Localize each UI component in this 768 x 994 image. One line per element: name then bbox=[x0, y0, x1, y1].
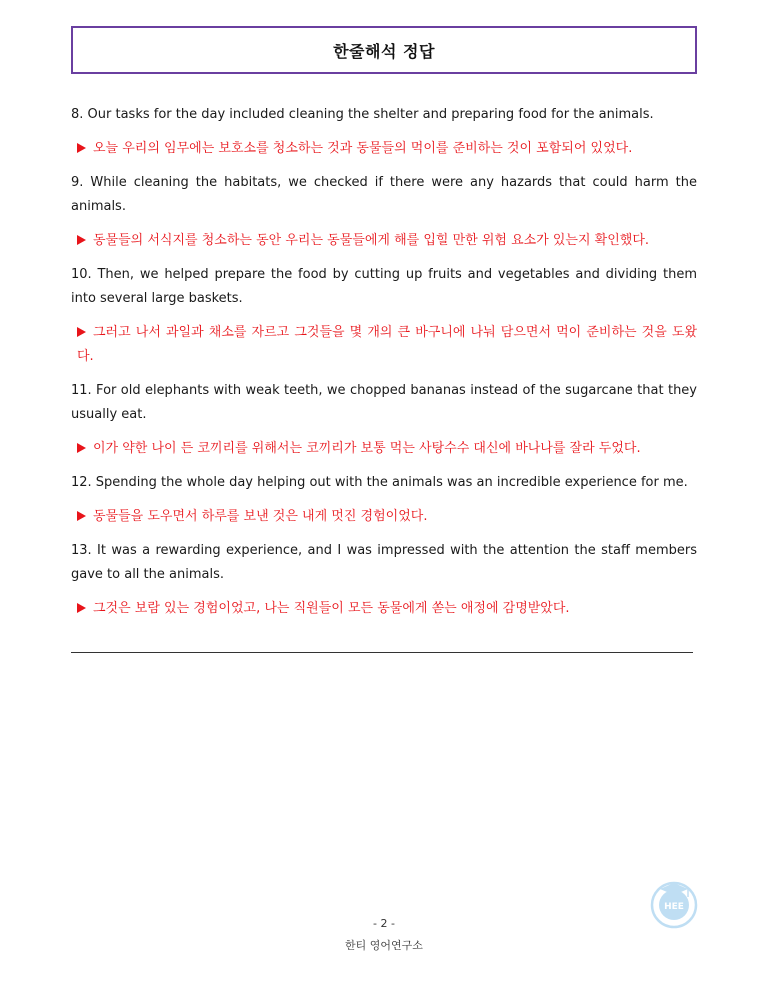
korean-translation-text: 동물들을 도우면서 하루를 보낸 것은 내게 멋진 경험이었다. bbox=[93, 509, 428, 524]
korean-translation-text: 오늘 우리의 임무에는 보호소를 청소하는 것과 동물들의 먹이를 준비하는 것이 포함되어 있었다. bbox=[93, 141, 633, 156]
english-sentence: 8. Our tasks for the day included cleaning the shelter and preparing food for the animals. bbox=[71, 107, 654, 122]
list-item bbox=[71, 539, 697, 621]
list-item bbox=[71, 103, 697, 161]
english-sentence: 13. It was a rewarding experience, and I was impressed with the attention the staff members gave to all the animals. bbox=[71, 543, 697, 582]
play-arrow-icon bbox=[77, 511, 86, 521]
play-arrow-icon bbox=[77, 327, 86, 337]
korean-translation bbox=[71, 505, 697, 529]
korean-translation-text: 그러고 나서 과일과 채소를 자르고 그것들을 몇 개의 큰 바구니에 나눠 담으면서 먹이 준비하는 것을 도왔다. bbox=[77, 325, 697, 364]
english-sentence: 11. For old elephants with weak teeth, we chopped bananas instead of the sugarcane that they usually eat. bbox=[71, 383, 697, 422]
title-box bbox=[71, 26, 697, 74]
english-sentence: 12. Spending the whole day helping out with the animals was an incredible experience for me. bbox=[71, 475, 688, 490]
play-arrow-icon bbox=[77, 143, 86, 153]
publisher-name: 한티 영어연구소 bbox=[345, 939, 423, 952]
list-item bbox=[71, 379, 697, 461]
korean-translation bbox=[71, 137, 697, 161]
korean-translation bbox=[71, 229, 697, 253]
english-sentence: 9. While cleaning the habitats, we checked if there were any hazards that could harm the animals. bbox=[71, 175, 697, 214]
korean-translation-text: 그것은 보람 있는 경험이었고, 나는 직원들이 모든 동물에게 쏟는 애정에 감명받았다. bbox=[93, 601, 570, 616]
korean-translation-text: 이가 약한 나이 든 코끼리를 위해서는 코끼리가 보통 먹는 사탕수수 대신에 바나나를 잘라 두었다. bbox=[93, 441, 641, 456]
play-arrow-icon bbox=[77, 235, 86, 245]
english-sentence: 10. Then, we helped prepare the food by cutting up fruits and vegetables and dividing them into several large baskets. bbox=[71, 267, 697, 306]
korean-translation bbox=[71, 321, 697, 369]
korean-translation bbox=[71, 597, 697, 621]
korean-translation-text: 동물들의 서식지를 청소하는 동안 우리는 동물들에게 해를 입힐 만한 위험 요소가 있는지 확인했다. bbox=[93, 233, 650, 248]
page-title: 한줄해석 정답 bbox=[333, 41, 435, 61]
page-number: - 2 - bbox=[373, 917, 395, 930]
play-arrow-icon bbox=[77, 443, 86, 453]
answer-list bbox=[71, 103, 697, 631]
logo-text: HEE bbox=[664, 902, 684, 912]
list-item bbox=[71, 471, 697, 529]
play-arrow-icon bbox=[77, 603, 86, 613]
list-item bbox=[71, 263, 697, 369]
korean-translation bbox=[71, 437, 697, 461]
divider-line bbox=[71, 652, 693, 653]
list-item bbox=[71, 171, 697, 253]
